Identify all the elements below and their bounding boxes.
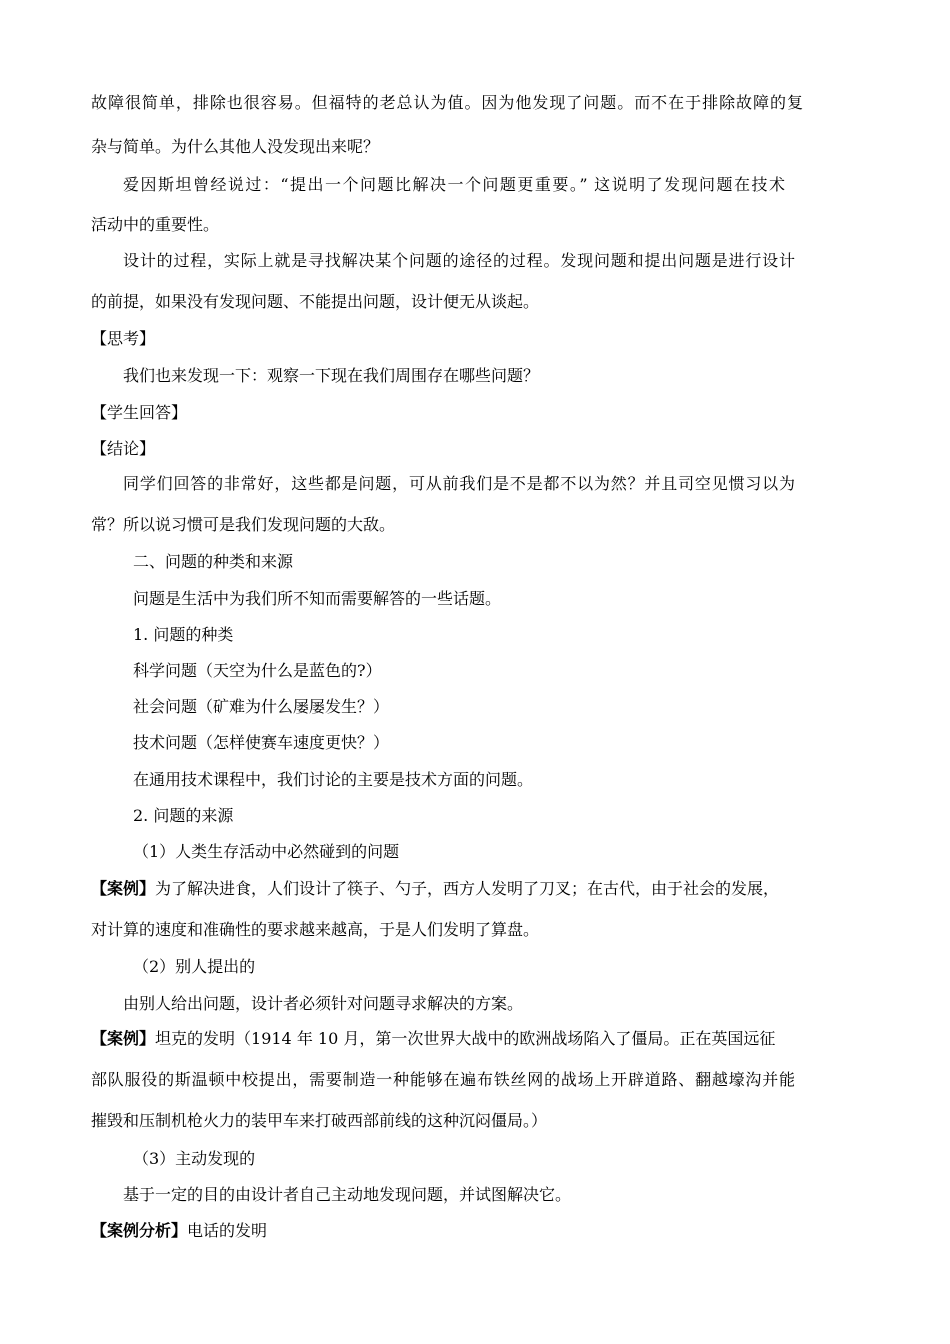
list-item: 社会问题（矿难为什么屡屡发生？） (133, 697, 390, 716)
paragraph-line: 爱因斯坦曾经说过：“提出一个问题比解决一个问题更重要。” 这说明了发现问题在技术 (123, 175, 785, 194)
case-paragraph-line: 【案例】坦克的发明（1914 年 10 月，第一次世界大战中的欧洲战场陷入了僵局。正在英国远征 (91, 1029, 776, 1048)
section-heading-student-answer: 【学生回答】 (91, 403, 188, 422)
paragraph-line: 由别人给出问题，设计者必须针对问题寻求解决的方案。 (123, 994, 524, 1013)
paragraph-line: 设计的过程，实际上就是寻找解决某个问题的途径的过程。发现问题和提出问题是进行设计 (123, 251, 795, 270)
section-title: 二、问题的种类和来源 (133, 552, 294, 571)
case-analysis-line: 【案例分析】电话的发明 (91, 1221, 268, 1240)
case-tag: 【案例】 (91, 879, 156, 898)
section-heading-thinking: 【思考】 (91, 329, 156, 348)
paragraph-line: 基于一定的目的由设计者自己主动地发现问题，并试图解决它。 (123, 1185, 572, 1204)
case-tag: 【案例】 (91, 1029, 156, 1048)
section-heading-conclusion: 【结论】 (91, 439, 156, 458)
list-heading: 1. 问题的种类 (133, 625, 234, 644)
list-subheading: （1）人类生存活动中必然碰到的问题 (133, 842, 400, 861)
paragraph-line: 摧毁和压制机枪火力的装甲车来打破西部前线的这种沉闷僵局。） (91, 1111, 548, 1130)
paragraph-line: 的前提，如果没有发现问题、不能提出问题，设计便无从谈起。 (91, 292, 540, 311)
case-paragraph-line: 【案例】为了解决进食，人们设计了筷子、勺子，西方人发明了刀叉；在古代，由于社会的发展， (91, 879, 780, 898)
paragraph-line: 故障很简单，排除也很容易。但福特的老总认为值。因为他发现了问题。而不在于排除故障的复 (91, 93, 803, 112)
paragraph-line: 在通用技术课程中，我们讨论的主要是技术方面的问题。 (133, 770, 534, 789)
paragraph-line: 同学们回答的非常好，这些都是问题，可从前我们是不是都不以为然？并且司空见惯习以为 (123, 474, 795, 493)
list-heading: 2. 问题的来源 (133, 806, 234, 825)
list-subheading: （2）别人提出的 (133, 957, 256, 976)
paragraph-line: 杂与简单。为什么其他人没发现出来呢？ (91, 137, 380, 156)
paragraph-line: 对计算的速度和准确性的要求越来越高，于是人们发明了算盘。 (91, 920, 540, 939)
paragraph-line: 我们也来发现一下：观察一下现在我们周围存在哪些问题？ (123, 366, 540, 385)
paragraph-line: 常？所以说习惯可是我们发现问题的大敌。 (91, 515, 396, 534)
list-item: 科学问题（天空为什么是蓝色的?） (133, 661, 382, 680)
paragraph-line: 活动中的重要性。 (91, 215, 220, 234)
paragraph-line: 问题是生活中为我们所不知而需要解答的一些话题。 (133, 589, 502, 608)
list-subheading: （3）主动发现的 (133, 1149, 256, 1168)
case-analysis-tag: 【案例分析】 (91, 1221, 188, 1240)
list-item: 技术问题（怎样使赛车速度更快？） (133, 733, 390, 752)
paragraph-line: 部队服役的斯温顿中校提出，需要制造一种能够在遍布铁丝网的战场上开辟道路、翻越壕沟并能 (91, 1070, 795, 1089)
